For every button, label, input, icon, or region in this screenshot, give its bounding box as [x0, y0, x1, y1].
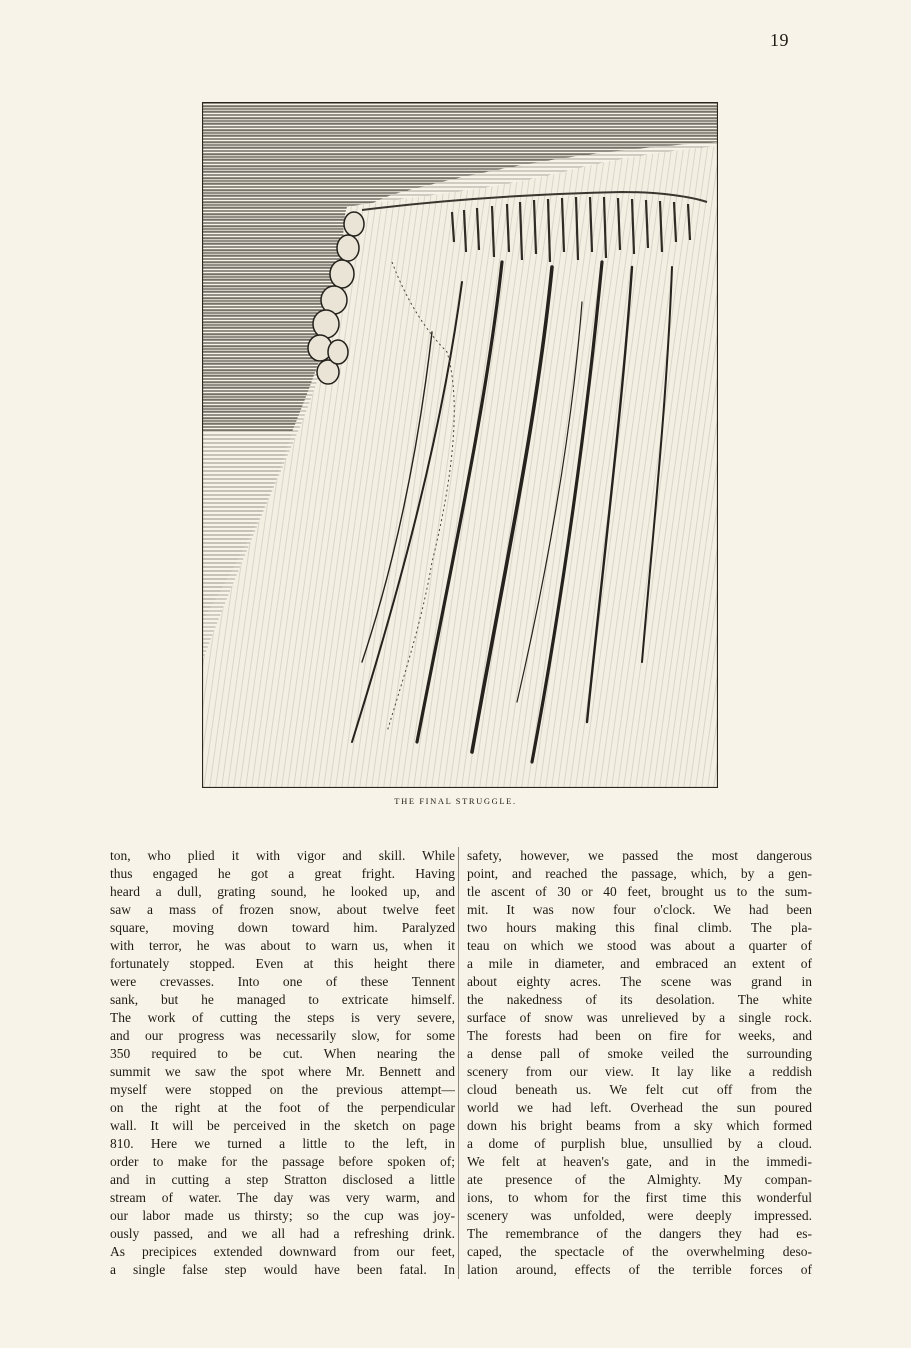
text-line: As precipices extended downward from our feet,: [110, 1244, 455, 1259]
text-column-right: [467, 847, 812, 1279]
text-line: were crevasses. Into one of these Tennent: [110, 974, 455, 989]
text-line: ton, who plied it with vigor and skill. While: [110, 848, 455, 863]
illustration-caption: THE FINAL STRUGGLE.: [394, 796, 517, 806]
text-line: caped, the spectacle of the overwhelming deso-: [467, 1244, 812, 1259]
text-line: wall. It will be perceived in the sketch on page: [110, 1118, 455, 1133]
snow-cliff-engraving: [202, 102, 718, 788]
text-line: heard a dull, grating sound, he looked up, and: [110, 884, 455, 899]
text-line: summit we saw the spot where Mr. Bennett and: [110, 1064, 455, 1079]
text-line: thus engaged he got a great fright. Having: [110, 866, 455, 881]
text-line: fortunately stopped. Even at this height there: [110, 956, 455, 971]
text-line: our labor made us thirsty; so the cup was joy-: [110, 1208, 455, 1223]
text-line: down his bright beams from a sky which formed: [467, 1118, 812, 1133]
text-line: a mile in diameter, and embraced an extent of: [467, 956, 812, 971]
text-line: square, moving down toward him. Paralyzed: [110, 920, 455, 935]
text-line: ate presence of the Almighty. My compan-: [467, 1172, 812, 1187]
text-line: surface of snow was unrelieved by a single rock.: [467, 1010, 812, 1025]
text-line: and our progress was necessarily slow, for some: [110, 1028, 455, 1043]
text-line: the nakedness of its desolation. The white: [467, 992, 812, 1007]
text-line: teau on which we stood was about a quarter of: [467, 938, 812, 953]
text-line: safety, however, we passed the most dangerous: [467, 848, 812, 863]
text-line: ously passed, and we all had a refreshing drink.: [110, 1226, 455, 1241]
column-rule: [458, 847, 459, 1279]
text-line: on the right at the foot of the perpendicular: [110, 1100, 455, 1115]
text-line: and in cutting a step Stratton disclosed a little: [110, 1172, 455, 1187]
text-line: order to make for the passage before spoken of;: [110, 1154, 455, 1169]
text-line: lation around, effects of the terrible forces of: [467, 1262, 812, 1277]
text-line: myself were stopped on the previous attempt—: [110, 1082, 455, 1097]
body-text: [0, 847, 911, 1327]
text-line: about eighty acres. The scene was grand in: [467, 974, 812, 989]
text-line: saw a mass of frozen snow, about twelve feet: [110, 902, 455, 917]
text-line: The work of cutting the steps is very severe,: [110, 1010, 455, 1025]
text-line: The remembrance of the dangers they had es-: [467, 1226, 812, 1241]
text-line: a single false step would have been fatal. In: [110, 1262, 455, 1277]
text-line: tle ascent of 30 or 40 feet, brought us to the sum-: [467, 884, 812, 899]
text-line: cloud beneath us. We felt cut off from the: [467, 1082, 812, 1097]
page-number: 19: [770, 30, 789, 50]
text-column-left: [110, 847, 455, 1279]
text-line: mit. It was now four o'clock. We had been: [467, 902, 812, 917]
text-line: stream of water. The day was very warm, and: [110, 1190, 455, 1205]
text-line: We felt at heaven's gate, and in the immedi-: [467, 1154, 812, 1169]
text-line: a dense pall of smoke veiled the surrounding: [467, 1046, 812, 1061]
text-line: a dome of purplish blue, unsullied by a cloud.: [467, 1136, 812, 1151]
text-line: ions, to whom for the first time this wonderful: [467, 1190, 812, 1205]
text-line: scenery was unfolded, were deeply impressed.: [467, 1208, 812, 1223]
text-line: two hours making this final climb. The pla-: [467, 920, 812, 935]
text-line: point, and reached the passage, which, by a gen-: [467, 866, 812, 881]
text-line: scenery from our view. It lay like a reddish: [467, 1064, 812, 1079]
text-line: 350 required to be cut. When nearing the: [110, 1046, 455, 1061]
engraving-illustration: [202, 102, 718, 788]
text-line: sank, but he managed to extricate himself.: [110, 992, 455, 1007]
text-line: 810. Here we turned a little to the left, in: [110, 1136, 455, 1151]
text-line: with terror, he was about to warn us, when it: [110, 938, 455, 953]
text-line: world we had left. Overhead the sun poured: [467, 1100, 812, 1115]
text-line: The forests had been on fire for weeks, and: [467, 1028, 812, 1043]
